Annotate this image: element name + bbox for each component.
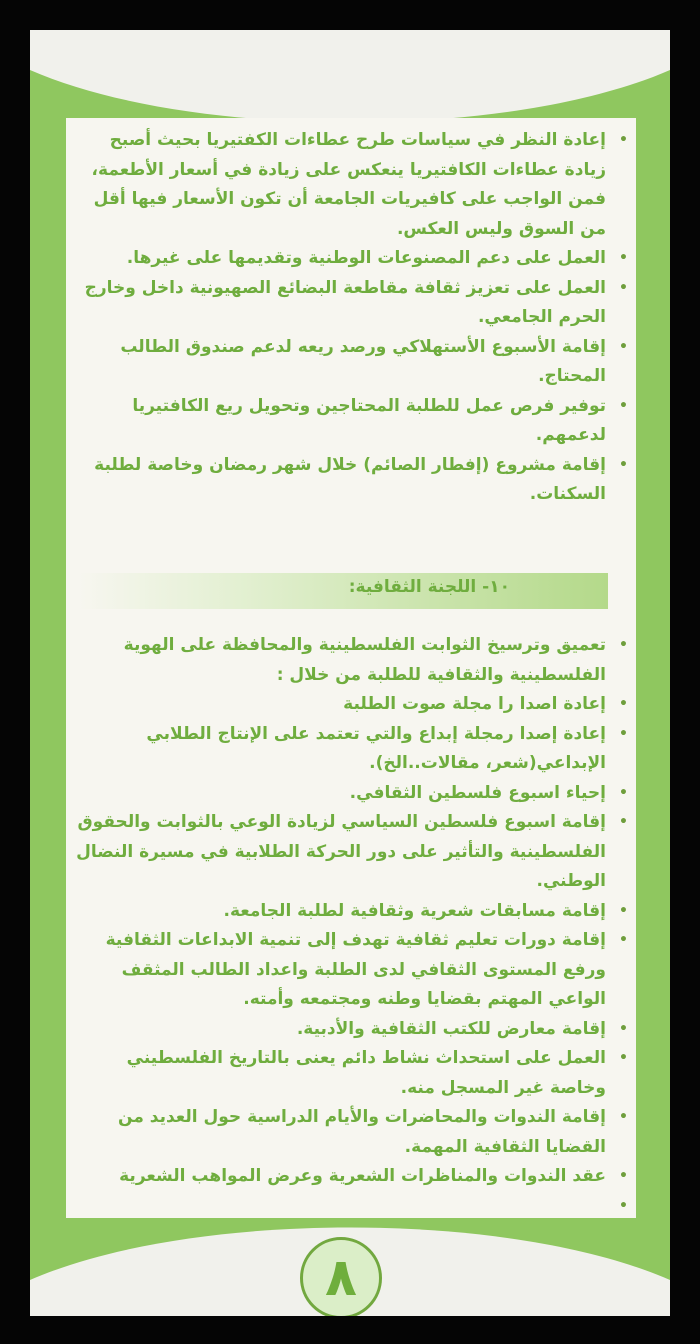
bullet-icon: • bbox=[619, 1020, 628, 1037]
list-item-text: توفير فرص عمل للطلبة المحتاجين وتحويل ريع الكافتيريا لدعمهم. bbox=[132, 395, 606, 445]
list-item bbox=[66, 808, 636, 897]
list-item-text: إعادة اصدا را مجلة صوت الطلبة bbox=[343, 694, 606, 714]
list-item bbox=[66, 126, 636, 244]
bullet-icon: • bbox=[619, 902, 628, 919]
list-item-text: إعادة النظر في سياسات طرح عطاءات الكفتيريا بحيث أصبح زيادة عطاءات الكافتيريا ينعكس على زيادة في أسعار الأطعمة، فمن الواجب على كافيريات الجامعة أن تكون الأسعار فيها أقل من السوق وليس العكس. bbox=[91, 130, 606, 239]
bullet-icon: • bbox=[619, 1197, 628, 1214]
bullet-icon: • bbox=[619, 279, 628, 296]
bullet-icon: • bbox=[619, 1050, 628, 1066]
list-item bbox=[66, 392, 636, 451]
list-item-text: إحياء اسبوع فلسطين الثقافي. bbox=[349, 782, 606, 803]
list-item-text: تعميق وترسيخ الثوابت الفلسطينية والمحافظة على الهوية الفلسطينية والثقافية للطلبة من خلال : bbox=[123, 635, 606, 685]
content-panel bbox=[66, 118, 636, 1218]
list-item-text: إقامة اسبوع فلسطين السياسي لزيادة الوعي بالثوابت والحقوق الفلسطينية والتأثير على دور الحركة الطلابية في مسيرة النضال الوطني. bbox=[76, 812, 606, 891]
list-item bbox=[66, 779, 636, 809]
list-item-text: عقد الندوات والمناظرات الشعرية وعرض المواهب الشعرية bbox=[119, 1166, 606, 1186]
list-item-text: إقامة مسابقات شعرية وثقافية لطلبة الجامعة. bbox=[223, 900, 606, 921]
bullet-icon: • bbox=[619, 696, 628, 712]
list-item bbox=[66, 451, 636, 510]
list-item bbox=[66, 1162, 636, 1192]
bullet-icon: • bbox=[619, 132, 628, 148]
brochure-page bbox=[30, 30, 670, 1316]
bullet-icon: • bbox=[619, 637, 628, 653]
bullet-icon: • bbox=[619, 1168, 628, 1184]
list-item bbox=[66, 720, 636, 779]
list-item-text: إعادة إصدا رمجلة إبداع والتي تعتمد على الإنتاج الطلابي الإبداعي(شعر، مقالات..الخ). bbox=[146, 723, 606, 773]
list-item-text: إقامة الندوات والمحاضرات والأيام الدراسية حول العديد من القضايا الثقافية المهمة. bbox=[118, 1107, 606, 1157]
top-bullet-list bbox=[66, 126, 636, 510]
bullet-icon: • bbox=[619, 932, 628, 948]
bullet-icon: • bbox=[619, 456, 628, 473]
list-item bbox=[66, 897, 636, 927]
list-item bbox=[66, 274, 636, 333]
list-item bbox=[66, 244, 636, 274]
bullet-icon: • bbox=[619, 1109, 628, 1125]
list-item-text: العمل على دعم المصنوعات الوطنية وتقديمها على غيرها. bbox=[126, 248, 606, 268]
list-item-text: إقامة الأسبوع الأستهلاكي ورصد ريعه لدعم صندوق الطالب المحتاج. bbox=[120, 336, 606, 386]
list-item bbox=[66, 690, 636, 720]
list-item-text: العمل على تعزيز ثقافة مقاطعة البضائع الصهيونية داخل وخارج الحرم الجامعي. bbox=[84, 277, 606, 327]
list-item bbox=[66, 631, 636, 690]
bullet-icon: • bbox=[619, 725, 628, 742]
list-item bbox=[66, 1044, 636, 1103]
list-item-text: إقامة دورات تعليم ثقافية تهدف إلى تنمية الابداعات الثقافية ورفع المستوى الثقافي لدى الطلبة واعداد الطالب المثقف الواعي المهتم بقضايا وطنه ومجتمعه وأمته. bbox=[105, 930, 606, 1009]
bullet-icon: • bbox=[619, 784, 628, 801]
bullet-icon: • bbox=[619, 397, 628, 414]
page-number-badge: ٨ bbox=[300, 1237, 382, 1316]
list-item-text: إقامة معارض للكتب الثقافية والأدبية. bbox=[296, 1018, 606, 1039]
list-item bbox=[66, 1015, 636, 1045]
culture-bullet-list bbox=[66, 631, 636, 1214]
list-item bbox=[66, 1103, 636, 1162]
bullet-icon: • bbox=[619, 338, 628, 355]
bullet-icon: • bbox=[619, 250, 628, 266]
section-heading-text: ١٠- اللجنة الثقافية: bbox=[348, 577, 510, 597]
list-item-text: العمل على استحداث نشاط دائم يعنى بالتاريخ الفلسطيني وخاصة غير المسجل منه. bbox=[126, 1048, 606, 1098]
bullet-icon: • bbox=[619, 814, 628, 830]
list-item-text: إقامة مشروع (إفطار الصائم) خلال شهر رمضان وخاصة لطلبة السكنات. bbox=[94, 454, 606, 504]
list-item bbox=[66, 926, 636, 1015]
list-item bbox=[66, 333, 636, 392]
section-heading-bar bbox=[78, 573, 608, 609]
